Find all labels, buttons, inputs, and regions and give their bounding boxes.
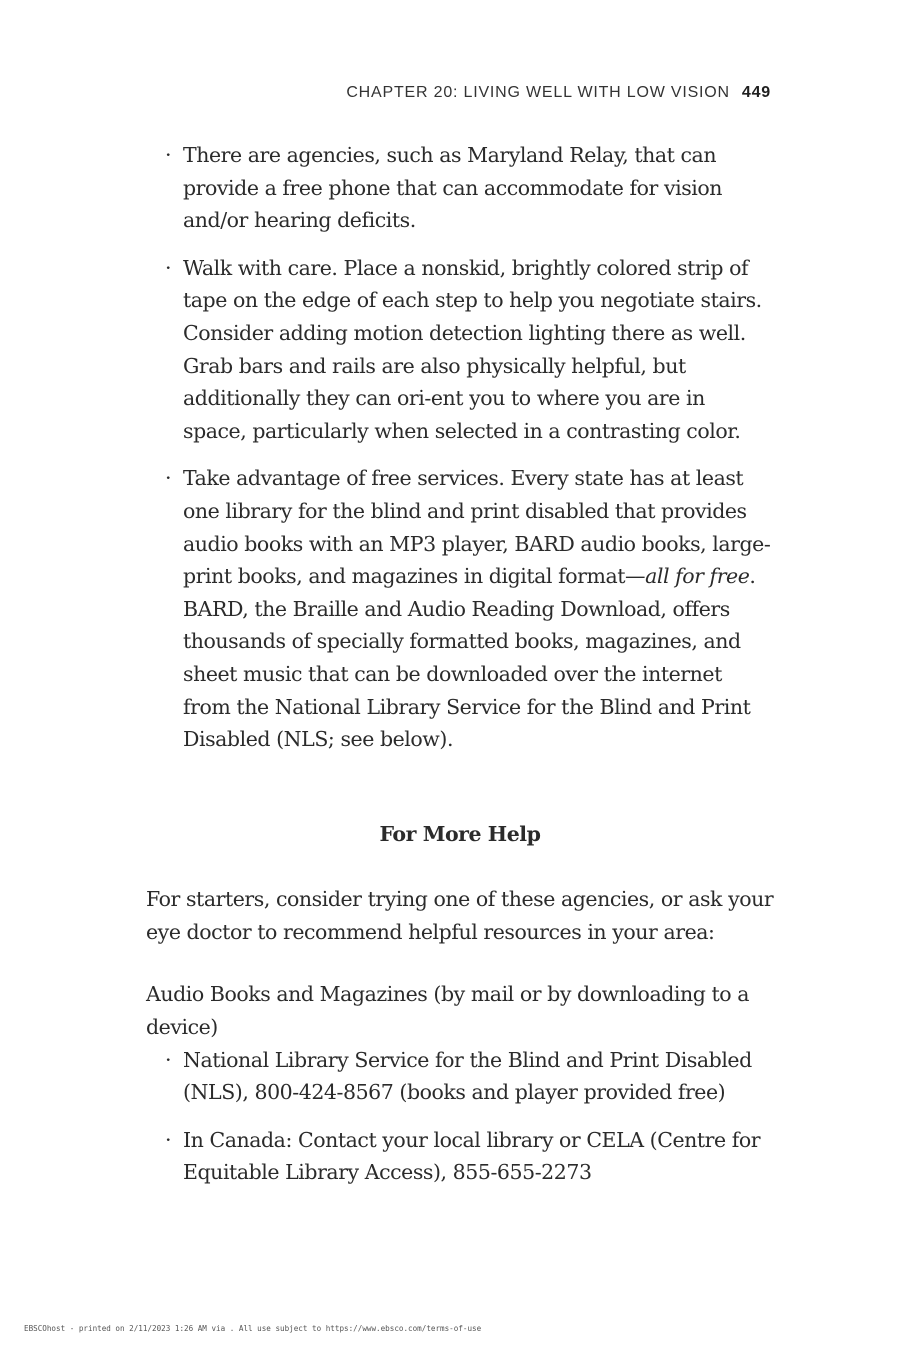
running-header bbox=[346, 84, 771, 102]
bullet-icon: · bbox=[165, 255, 172, 280]
list-item-text: There are agencies, such as Maryland Relay, that can provide a free phone that can accommodate for vision and/or hearing deficits. bbox=[183, 143, 723, 233]
resource-subheading: Audio Books and Magazines (by mail or by downloading to a device) bbox=[146, 982, 750, 1040]
page-number: 449 bbox=[741, 84, 771, 101]
list-item-text: National Library Service for the Blind and Print Disabled (NLS), 800-424-8567 (books and player provided free) bbox=[183, 1047, 752, 1105]
list-item bbox=[146, 1044, 774, 1109]
bullet-icon: · bbox=[165, 466, 172, 491]
list-item-text: Walk with care. Place a nonskid, brightly colored strip of tape on the edge of each step to help you negotiate stairs. Consider adding motion detection lighting there as well. Grab bars and rails are also physically helpful, but additionally they can ori-ent you to where you are in space, particularly when selected in a contrasting color. bbox=[183, 255, 762, 443]
page-body bbox=[146, 139, 774, 1204]
text-segment: Take advantage of free services. Every state has at least one library for the blind and print disabled that provides audio books with an MP3 player, BARD audio books, large-print books, and magazines in digital format— bbox=[183, 466, 771, 589]
chapter-title: CHAPTER 20: LIVING WELL WITH LOW VISION bbox=[346, 84, 730, 101]
bullet-icon: · bbox=[165, 143, 172, 167]
section-heading: For More Help bbox=[379, 821, 541, 846]
list-item bbox=[146, 462, 774, 755]
list-item-text: In Canada: Contact your local library or CELA (Centre for Equitable Library Access), 855-655-2273 bbox=[183, 1127, 761, 1185]
bullet-icon: · bbox=[165, 1127, 172, 1152]
resource-list bbox=[146, 1044, 774, 1189]
tips-list bbox=[146, 139, 774, 756]
emphasis-text: all for free bbox=[645, 564, 750, 589]
list-item bbox=[146, 139, 774, 237]
intro-paragraph: For starters, consider trying one of these agencies, or ask your eye doctor to recommend helpful resources in your area: bbox=[146, 887, 774, 944]
list-item bbox=[146, 1124, 774, 1189]
list-item bbox=[146, 252, 774, 448]
text-segment: . BARD, the Braille and Audio Reading Download, offers thousands of specially formatted books, magazines, and sheet music that can be downloaded over the internet from the National Library Service for the Blind and Print Disabled (NLS; see below). bbox=[183, 564, 756, 752]
list-item-text bbox=[183, 466, 770, 751]
print-footer: EBSCOhost - printed on 2/11/2023 1:26 AM via . All use subject to https://www.ebsco.com/terms-of-use bbox=[24, 1324, 482, 1333]
bullet-icon: · bbox=[165, 1047, 172, 1072]
